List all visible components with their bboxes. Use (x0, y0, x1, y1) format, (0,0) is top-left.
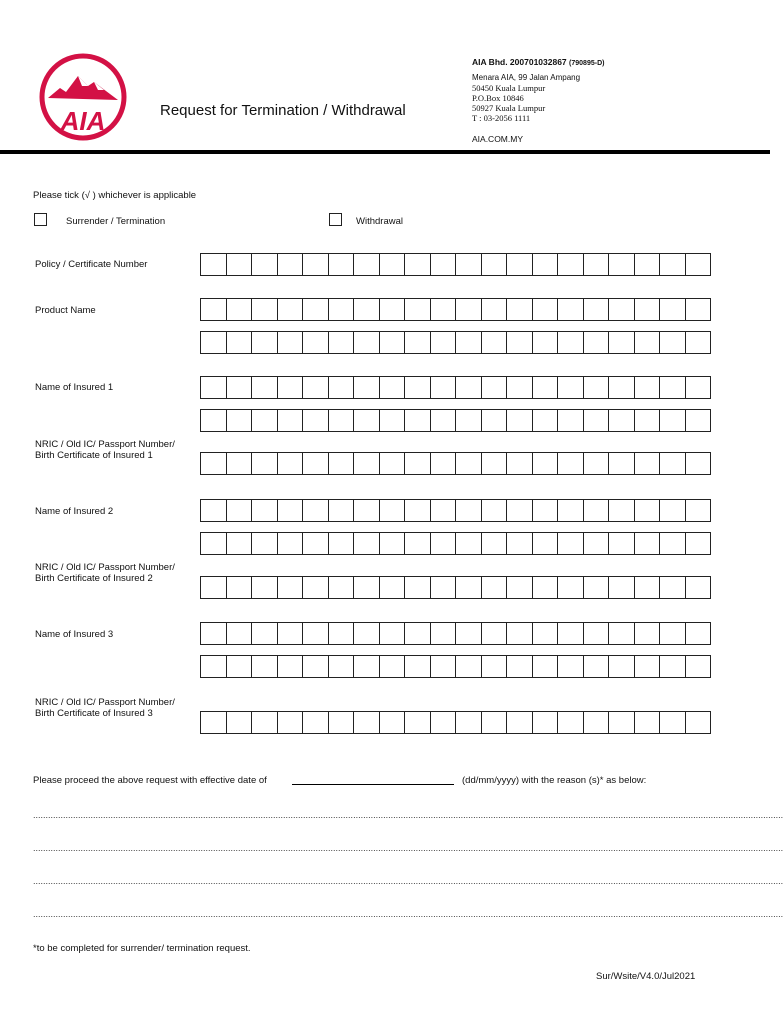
character-box[interactable] (507, 410, 533, 431)
character-box[interactable] (201, 254, 227, 275)
character-box[interactable] (686, 656, 712, 677)
character-box[interactable] (584, 712, 610, 733)
character-box[interactable] (354, 410, 380, 431)
character-box[interactable] (380, 712, 406, 733)
character-box[interactable] (507, 332, 533, 353)
character-box[interactable] (380, 410, 406, 431)
character-box[interactable] (278, 453, 304, 474)
character-box[interactable] (278, 410, 304, 431)
character-box[interactable] (660, 299, 686, 320)
character-box[interactable] (227, 577, 253, 598)
character-box[interactable] (252, 656, 278, 677)
policy-number-label: Policy / Certificate Number (35, 259, 148, 270)
version-code: Sur/Wsite/V4.0/Jul2021 (596, 971, 696, 982)
character-box[interactable] (507, 299, 533, 320)
insured3-id-label-line2: Birth Certificate of Insured 3 (35, 708, 153, 719)
company-name-text: AIA Bhd. 200701032867 (472, 57, 567, 67)
character-box[interactable] (635, 254, 661, 275)
insured1-id-boxes[interactable] (200, 452, 711, 475)
address-line: Menara AIA, 99 Jalan Ampang (472, 73, 581, 82)
character-box[interactable] (303, 410, 329, 431)
character-box[interactable] (303, 332, 329, 353)
character-box[interactable] (609, 377, 635, 398)
character-box[interactable] (354, 577, 380, 598)
character-box[interactable] (533, 712, 559, 733)
character-box[interactable] (660, 500, 686, 521)
address-line: P.O.Box 10846 (472, 93, 524, 103)
character-box[interactable] (405, 453, 431, 474)
character-box[interactable] (533, 410, 559, 431)
product-name-label: Product Name (35, 305, 96, 316)
character-box[interactable] (558, 453, 584, 474)
policy-number-boxes[interactable] (200, 253, 711, 276)
footnote: *to be completed for surrender/ termination request. (33, 943, 251, 954)
character-box[interactable] (482, 410, 508, 431)
character-box[interactable] (635, 410, 661, 431)
character-box[interactable] (354, 299, 380, 320)
character-box[interactable] (558, 500, 584, 521)
insured1-id-label-line2: Birth Certificate of Insured 1 (35, 450, 153, 461)
character-box[interactable] (507, 377, 533, 398)
character-box[interactable] (609, 712, 635, 733)
character-box[interactable] (660, 623, 686, 644)
character-box[interactable] (635, 533, 661, 554)
character-box[interactable] (380, 377, 406, 398)
character-box[interactable] (660, 533, 686, 554)
date-format-text: (dd/mm/yyyy) with the reason (s)* as below: (462, 775, 647, 786)
character-box[interactable] (252, 254, 278, 275)
insured2-name-label: Name of Insured 2 (35, 506, 114, 517)
character-box[interactable] (584, 410, 610, 431)
character-box[interactable] (456, 656, 482, 677)
character-box[interactable] (252, 410, 278, 431)
character-box[interactable] (303, 623, 329, 644)
character-box[interactable] (278, 712, 304, 733)
character-box[interactable] (405, 656, 431, 677)
withdrawal-checkbox[interactable] (329, 213, 342, 226)
character-box[interactable] (431, 712, 457, 733)
character-box[interactable] (584, 377, 610, 398)
character-box[interactable] (431, 577, 457, 598)
character-box[interactable] (329, 623, 355, 644)
character-box[interactable] (252, 623, 278, 644)
character-box[interactable] (686, 577, 712, 598)
character-box[interactable] (329, 254, 355, 275)
reason-line-2[interactable]: ............................................................................................................................................................................................................................................................................................................ (33, 843, 783, 853)
character-box[interactable] (252, 577, 278, 598)
character-box[interactable] (609, 533, 635, 554)
address-line: 50927 Kuala Lumpur (472, 103, 546, 113)
character-box[interactable] (635, 623, 661, 644)
character-box[interactable] (227, 712, 253, 733)
character-box[interactable] (303, 577, 329, 598)
aia-logo (38, 52, 128, 142)
company-reg: (790895-D) (569, 60, 605, 67)
character-box[interactable] (278, 500, 304, 521)
character-box[interactable] (227, 299, 253, 320)
character-box[interactable] (507, 656, 533, 677)
character-box[interactable] (278, 299, 304, 320)
insured3-id-label (35, 697, 175, 719)
character-box[interactable] (584, 332, 610, 353)
character-box[interactable] (660, 410, 686, 431)
character-box[interactable] (456, 623, 482, 644)
character-box[interactable] (507, 254, 533, 275)
insured2-id-label-line1: NRIC / Old IC/ Passport Number/ (35, 562, 175, 573)
character-box[interactable] (278, 254, 304, 275)
phone-number: T : 03-2056 1111 (472, 113, 531, 123)
character-box[interactable] (686, 453, 712, 474)
character-box[interactable] (660, 254, 686, 275)
character-box[interactable] (558, 623, 584, 644)
character-box[interactable] (329, 377, 355, 398)
character-box[interactable] (354, 500, 380, 521)
effective-date-line[interactable] (292, 783, 454, 785)
character-box[interactable] (431, 299, 457, 320)
character-box[interactable] (609, 410, 635, 431)
character-box[interactable] (329, 453, 355, 474)
character-box[interactable] (354, 377, 380, 398)
character-box[interactable] (635, 299, 661, 320)
character-box[interactable] (380, 533, 406, 554)
character-box[interactable] (227, 533, 253, 554)
character-box[interactable] (431, 410, 457, 431)
character-box[interactable] (635, 500, 661, 521)
character-box[interactable] (558, 577, 584, 598)
character-box[interactable] (558, 712, 584, 733)
character-box[interactable] (329, 712, 355, 733)
character-box[interactable] (686, 377, 712, 398)
character-box[interactable] (201, 712, 227, 733)
character-box[interactable] (201, 577, 227, 598)
product-name-boxes-row2[interactable] (200, 331, 711, 354)
character-box[interactable] (482, 299, 508, 320)
character-box[interactable] (456, 299, 482, 320)
character-box[interactable] (584, 577, 610, 598)
character-box[interactable] (380, 500, 406, 521)
character-box[interactable] (252, 500, 278, 521)
character-box[interactable] (278, 656, 304, 677)
character-box[interactable] (405, 623, 431, 644)
character-box[interactable] (482, 500, 508, 521)
character-box[interactable] (329, 577, 355, 598)
character-box[interactable] (303, 533, 329, 554)
character-box[interactable] (278, 623, 304, 644)
character-box[interactable] (533, 656, 559, 677)
character-box[interactable] (354, 254, 380, 275)
character-box[interactable] (507, 712, 533, 733)
header-divider (0, 150, 770, 154)
insured3-id-label-line1: NRIC / Old IC/ Passport Number/ (35, 697, 175, 708)
character-box[interactable] (558, 254, 584, 275)
character-box[interactable] (303, 500, 329, 521)
character-box[interactable] (252, 712, 278, 733)
character-box[interactable] (456, 453, 482, 474)
character-box[interactable] (482, 577, 508, 598)
character-box[interactable] (533, 299, 559, 320)
character-box[interactable] (584, 299, 610, 320)
character-box[interactable] (252, 533, 278, 554)
insured1-id-label-line1: NRIC / Old IC/ Passport Number/ (35, 439, 175, 450)
character-box[interactable] (635, 656, 661, 677)
character-box[interactable] (329, 410, 355, 431)
insured3-name-boxes-row1[interactable] (200, 622, 711, 645)
character-box[interactable] (303, 299, 329, 320)
insured3-name-label: Name of Insured 3 (35, 629, 114, 640)
character-box[interactable] (252, 377, 278, 398)
character-box[interactable] (507, 623, 533, 644)
character-box[interactable] (507, 453, 533, 474)
character-box[interactable] (252, 332, 278, 353)
character-box[interactable] (533, 332, 559, 353)
character-box[interactable] (558, 656, 584, 677)
character-box[interactable] (431, 254, 457, 275)
character-box[interactable] (482, 623, 508, 644)
character-box[interactable] (405, 299, 431, 320)
character-box[interactable] (278, 332, 304, 353)
character-box[interactable] (507, 577, 533, 598)
character-box[interactable] (660, 656, 686, 677)
character-box[interactable] (278, 577, 304, 598)
character-box[interactable] (329, 299, 355, 320)
address-line: 50450 Kuala Lumpur (472, 83, 546, 93)
character-box[interactable] (584, 500, 610, 521)
character-box[interactable] (660, 453, 686, 474)
character-box[interactable] (609, 332, 635, 353)
character-box[interactable] (227, 623, 253, 644)
character-box[interactable] (227, 410, 253, 431)
character-box[interactable] (482, 332, 508, 353)
character-box[interactable] (456, 500, 482, 521)
character-box[interactable] (456, 410, 482, 431)
character-box[interactable] (405, 377, 431, 398)
insured2-id-label (35, 562, 175, 584)
character-box[interactable] (635, 332, 661, 353)
character-box[interactable] (201, 623, 227, 644)
character-box[interactable] (686, 623, 712, 644)
character-box[interactable] (380, 299, 406, 320)
character-box[interactable] (584, 453, 610, 474)
character-box[interactable] (431, 453, 457, 474)
character-box[interactable] (405, 500, 431, 521)
withdrawal-label: Withdrawal (356, 216, 403, 227)
character-box[interactable] (303, 453, 329, 474)
character-box[interactable] (227, 254, 253, 275)
character-box[interactable] (686, 712, 712, 733)
character-box[interactable] (533, 500, 559, 521)
reason-line-1[interactable]: ............................................................................................................................................................................................................................................................................................................ (33, 810, 783, 820)
insured2-name-boxes-row1[interactable] (200, 499, 711, 522)
character-box[interactable] (635, 712, 661, 733)
character-box[interactable] (431, 377, 457, 398)
character-box[interactable] (686, 410, 712, 431)
surrender-checkbox[interactable] (34, 213, 47, 226)
character-box[interactable] (686, 533, 712, 554)
character-box[interactable] (482, 533, 508, 554)
character-box[interactable] (609, 453, 635, 474)
character-box[interactable] (456, 712, 482, 733)
character-box[interactable] (635, 377, 661, 398)
character-box[interactable] (558, 410, 584, 431)
character-box[interactable] (227, 500, 253, 521)
character-box[interactable] (558, 533, 584, 554)
character-box[interactable] (456, 332, 482, 353)
character-box[interactable] (405, 332, 431, 353)
character-box[interactable] (278, 377, 304, 398)
character-box[interactable] (482, 254, 508, 275)
character-box[interactable] (354, 453, 380, 474)
character-box[interactable] (482, 377, 508, 398)
character-box[interactable] (303, 377, 329, 398)
character-box[interactable] (201, 500, 227, 521)
character-box[interactable] (380, 623, 406, 644)
character-box[interactable] (405, 712, 431, 733)
character-box[interactable] (201, 453, 227, 474)
character-box[interactable] (609, 500, 635, 521)
surrender-label: Surrender / Termination (66, 216, 166, 227)
character-box[interactable] (584, 533, 610, 554)
character-box[interactable] (431, 656, 457, 677)
insured1-name-boxes-row2[interactable] (200, 409, 711, 432)
character-box[interactable] (660, 332, 686, 353)
character-box[interactable] (431, 533, 457, 554)
character-box[interactable] (609, 656, 635, 677)
character-box[interactable] (354, 712, 380, 733)
character-box[interactable] (584, 254, 610, 275)
character-box[interactable] (686, 299, 712, 320)
character-box[interactable] (635, 577, 661, 598)
instruction-text: Please tick (√ ) whichever is applicable (33, 190, 197, 201)
character-box[interactable] (533, 254, 559, 275)
character-box[interactable] (303, 712, 329, 733)
character-box[interactable] (354, 623, 380, 644)
character-box[interactable] (303, 656, 329, 677)
character-box[interactable] (558, 332, 584, 353)
character-box[interactable] (456, 577, 482, 598)
reason-line-4[interactable]: ............................................................................................................................................................................................................................................................................................................ (33, 909, 783, 919)
character-box[interactable] (558, 377, 584, 398)
svg-text:AIA: AIA (60, 106, 106, 136)
character-box[interactable] (456, 254, 482, 275)
character-box[interactable] (201, 410, 227, 431)
website: AIA.COM.MY (472, 134, 524, 144)
character-box[interactable] (405, 254, 431, 275)
character-box[interactable] (201, 656, 227, 677)
character-box[interactable] (482, 712, 508, 733)
insured3-id-boxes[interactable] (200, 711, 711, 734)
character-box[interactable] (227, 656, 253, 677)
character-box[interactable] (201, 332, 227, 353)
character-box[interactable] (584, 656, 610, 677)
character-box[interactable] (201, 377, 227, 398)
character-box[interactable] (431, 500, 457, 521)
character-box[interactable] (329, 332, 355, 353)
effective-date-text: Please proceed the above request with effective date of (33, 775, 267, 786)
character-box[interactable] (660, 577, 686, 598)
product-name-boxes-row1[interactable] (200, 298, 711, 321)
character-box[interactable] (405, 533, 431, 554)
insured1-name-boxes-row1[interactable] (200, 376, 711, 399)
character-box[interactable] (380, 254, 406, 275)
insured1-name-label: Name of Insured 1 (35, 382, 114, 393)
character-box[interactable] (635, 453, 661, 474)
character-box[interactable] (380, 577, 406, 598)
character-box[interactable] (609, 577, 635, 598)
character-box[interactable] (507, 533, 533, 554)
form-title: Request for Termination / Withdrawal (160, 102, 406, 119)
character-box[interactable] (227, 332, 253, 353)
insured1-id-label (35, 439, 175, 461)
character-box[interactable] (533, 623, 559, 644)
character-box[interactable] (278, 533, 304, 554)
character-box[interactable] (456, 377, 482, 398)
character-box[interactable] (329, 500, 355, 521)
character-box[interactable] (201, 533, 227, 554)
character-box[interactable] (533, 577, 559, 598)
character-box[interactable] (533, 377, 559, 398)
character-box[interactable] (660, 377, 686, 398)
character-box[interactable] (329, 656, 355, 677)
insured2-id-boxes[interactable] (200, 576, 711, 599)
character-box[interactable] (660, 712, 686, 733)
character-box[interactable] (354, 656, 380, 677)
character-box[interactable] (252, 299, 278, 320)
character-box[interactable] (354, 332, 380, 353)
character-box[interactable] (686, 254, 712, 275)
character-box[interactable] (227, 453, 253, 474)
character-box[interactable] (558, 299, 584, 320)
character-box[interactable] (456, 533, 482, 554)
insured2-name-boxes-row2[interactable] (200, 532, 711, 555)
character-box[interactable] (354, 533, 380, 554)
character-box[interactable] (507, 500, 533, 521)
company-name (472, 57, 604, 67)
character-box[interactable] (252, 453, 278, 474)
character-box[interactable] (380, 453, 406, 474)
character-box[interactable] (482, 656, 508, 677)
character-box[interactable] (482, 453, 508, 474)
character-box[interactable] (431, 623, 457, 644)
character-box[interactable] (533, 533, 559, 554)
character-box[interactable] (686, 332, 712, 353)
character-box[interactable] (380, 656, 406, 677)
character-box[interactable] (584, 623, 610, 644)
character-box[interactable] (227, 377, 253, 398)
character-box[interactable] (431, 332, 457, 353)
character-box[interactable] (405, 577, 431, 598)
character-box[interactable] (609, 623, 635, 644)
reason-line-3[interactable]: ............................................................................................................................................................................................................................................................................................................ (33, 876, 783, 886)
company-address (472, 73, 580, 123)
character-box[interactable] (609, 254, 635, 275)
character-box[interactable] (329, 533, 355, 554)
character-box[interactable] (533, 453, 559, 474)
insured3-name-boxes-row2[interactable] (200, 655, 711, 678)
character-box[interactable] (201, 299, 227, 320)
character-box[interactable] (380, 332, 406, 353)
character-box[interactable] (405, 410, 431, 431)
character-box[interactable] (303, 254, 329, 275)
character-box[interactable] (609, 299, 635, 320)
insured2-id-label-line2: Birth Certificate of Insured 2 (35, 573, 153, 584)
character-box[interactable] (686, 500, 712, 521)
